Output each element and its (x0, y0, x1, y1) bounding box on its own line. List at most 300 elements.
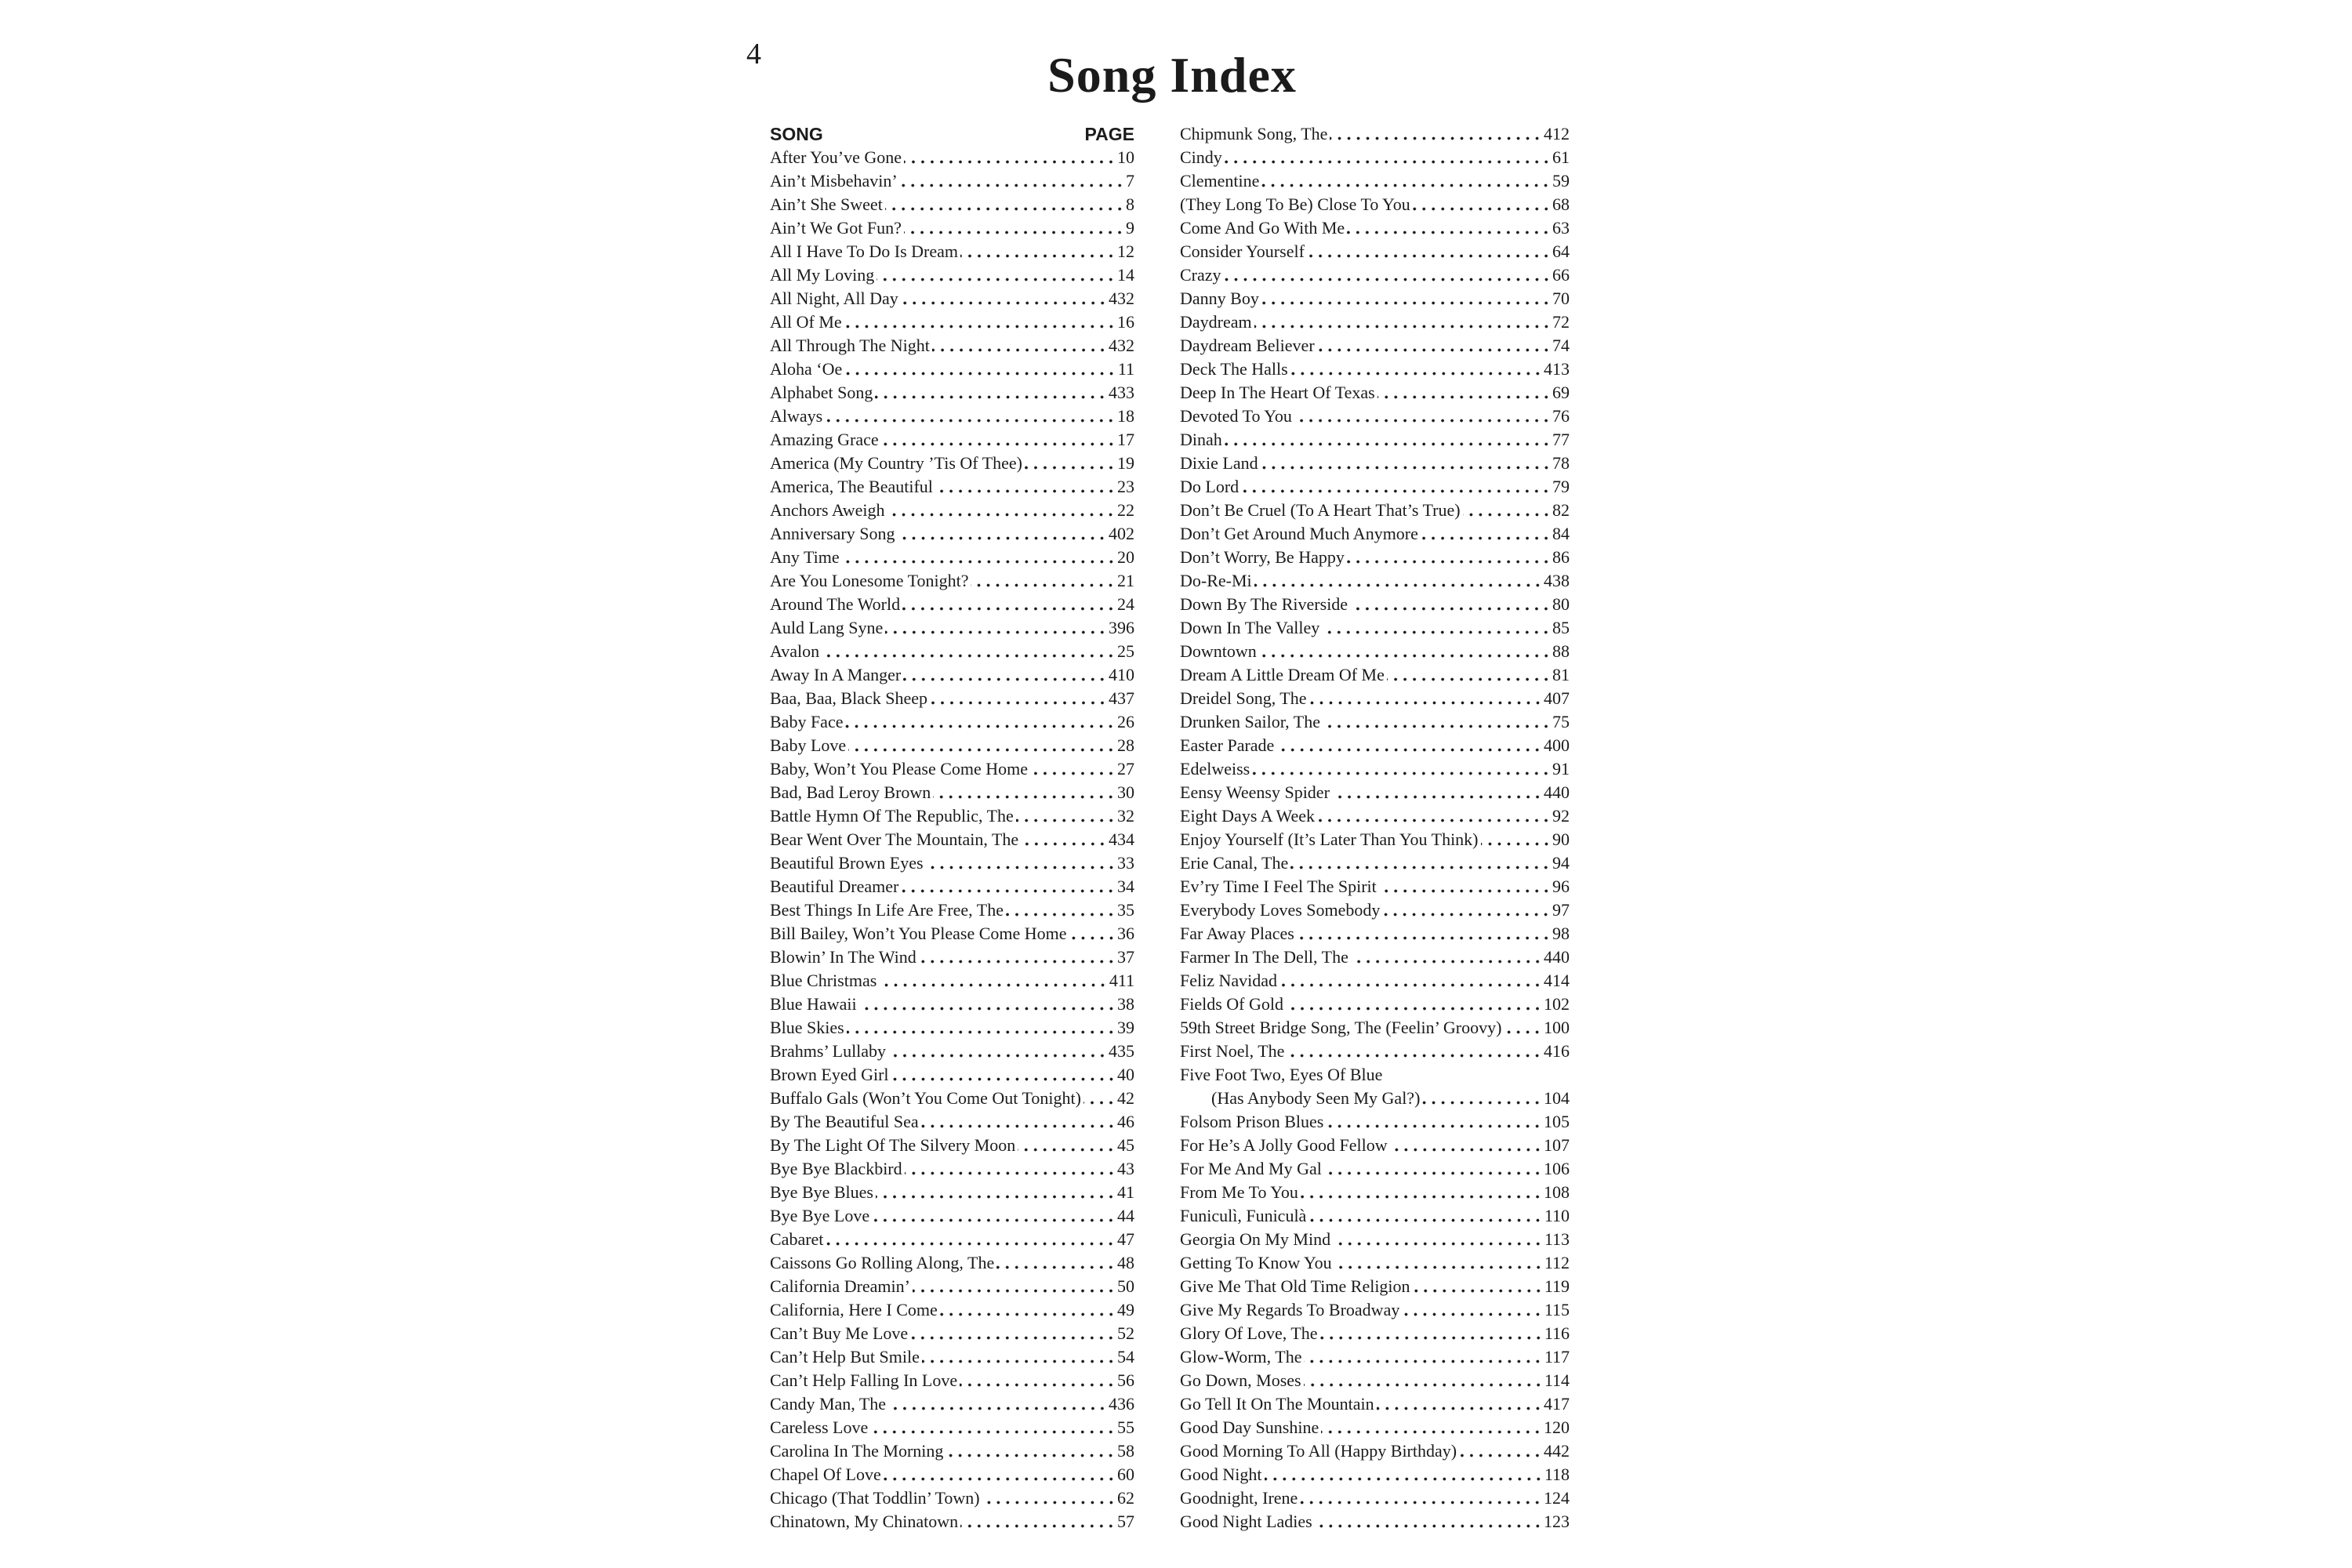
page-ref: 90 (1552, 829, 1570, 849)
index-entry (1180, 547, 1570, 571)
index-entry (770, 265, 1134, 289)
index-entry (1180, 1253, 1570, 1276)
dot-leader (848, 748, 1116, 752)
page-ref: 36 (1117, 924, 1134, 943)
index-entry (770, 1112, 1134, 1135)
page-ref: 19 (1117, 453, 1134, 473)
index-entry (770, 453, 1134, 477)
index-entry (770, 641, 1134, 665)
page-ref: 23 (1117, 477, 1134, 496)
index-entry (1180, 924, 1570, 947)
song-title: Blue Hawaii (770, 994, 857, 1014)
page-ref: 115 (1544, 1300, 1570, 1319)
index-entry (770, 971, 1134, 994)
index-column-right (1180, 124, 1570, 1535)
index-entry (1180, 1370, 1570, 1394)
column-header-row (770, 124, 1134, 147)
dot-leader (825, 419, 1116, 423)
dot-leader (1025, 466, 1116, 470)
page-ref: 107 (1544, 1135, 1570, 1155)
page-ref: 26 (1117, 712, 1134, 731)
dot-leader (933, 795, 1116, 799)
dot-leader (1069, 936, 1116, 940)
page-ref: 32 (1117, 806, 1134, 826)
index-entry (770, 289, 1134, 312)
dot-leader (1254, 325, 1551, 328)
index-entry (770, 735, 1134, 759)
song-title: Caissons Go Rolling Along, The (770, 1253, 995, 1272)
page-ref: 61 (1552, 147, 1570, 167)
index-entry (770, 147, 1134, 171)
dot-leader (1459, 1454, 1542, 1457)
index-entry (770, 383, 1134, 406)
index-entry (770, 241, 1134, 265)
song-title: Bad, Bad Leroy Brown (770, 782, 931, 802)
page-ref: 120 (1544, 1417, 1570, 1437)
dot-leader (1504, 1030, 1542, 1034)
index-entry (1180, 735, 1570, 759)
song-title: Down In The Valley (1180, 618, 1320, 637)
page-ref: 85 (1552, 618, 1570, 637)
dot-leader (1307, 254, 1551, 258)
song-title: Folsom Prison Blues (1180, 1112, 1324, 1131)
page-ref: 50 (1117, 1276, 1134, 1296)
page-ref: 116 (1544, 1323, 1570, 1343)
index-entry (1180, 1417, 1570, 1441)
index-entry (770, 1041, 1134, 1065)
dot-leader (1382, 913, 1551, 916)
song-title: Goodnight, Irene (1180, 1488, 1298, 1508)
dot-leader (1225, 442, 1551, 446)
dot-leader (1225, 160, 1551, 164)
index-entry (770, 1206, 1134, 1229)
dot-leader (1326, 1124, 1542, 1128)
dot-leader (1301, 1195, 1542, 1199)
dot-leader (1300, 1501, 1542, 1504)
song-title: Good Night (1180, 1465, 1262, 1484)
page-ref: 433 (1109, 383, 1134, 402)
page-ref: 14 (1117, 265, 1134, 285)
song-title: Down By The Riverside (1180, 594, 1348, 614)
song-title: Cindy (1180, 147, 1222, 167)
song-title: Good Day Sunshine (1180, 1417, 1319, 1437)
dot-leader (1351, 960, 1542, 964)
index-entry (770, 547, 1134, 571)
dot-leader (1287, 1054, 1542, 1058)
song-title: Baby Face (770, 712, 844, 731)
index-entry (1180, 1065, 1570, 1088)
page-ref: 97 (1552, 900, 1570, 920)
page-ref: 412 (1544, 124, 1570, 143)
dot-leader (842, 560, 1116, 564)
page-ref: 28 (1117, 735, 1134, 755)
song-title: Enjoy Yourself (It’s Later Than You Think) (1180, 829, 1479, 849)
index-entry (1180, 829, 1570, 853)
index-entry (770, 524, 1134, 547)
index-entry (770, 1323, 1134, 1347)
song-title: Feliz Navidad (1180, 971, 1278, 990)
song-title: Can’t Help Falling In Love (770, 1370, 958, 1390)
dot-leader (1294, 419, 1551, 423)
page-ref: 91 (1552, 759, 1570, 779)
page-ref: 79 (1552, 477, 1570, 496)
dot-leader (826, 1242, 1116, 1246)
dot-leader (1347, 560, 1551, 564)
dot-leader (1334, 1265, 1543, 1269)
index-entry (770, 1465, 1134, 1488)
page-ref: 118 (1544, 1465, 1570, 1484)
dot-leader (1290, 866, 1551, 869)
index-entry (1180, 1488, 1570, 1512)
page-ref: 102 (1544, 994, 1570, 1014)
page-ref: 40 (1117, 1065, 1134, 1084)
page-ref: 43 (1117, 1159, 1134, 1178)
index-entry (1180, 406, 1570, 430)
song-title: Daydream Believer (1180, 336, 1315, 355)
page-ref: 38 (1117, 994, 1134, 1014)
page-ref: 62 (1117, 1488, 1134, 1508)
page-ref: 44 (1117, 1206, 1134, 1225)
index-entry (770, 218, 1134, 241)
song-title: For Me And My Gal (1180, 1159, 1322, 1178)
dot-leader (1463, 513, 1551, 517)
song-title: Don’t Get Around Much Anymore (1180, 524, 1418, 543)
dot-leader (1261, 301, 1551, 305)
song-title: Daydream (1180, 312, 1252, 332)
index-entry (770, 477, 1134, 500)
page-ref: 434 (1109, 829, 1134, 849)
dot-leader (932, 348, 1107, 352)
song-title: Five Foot Two, Eyes Of Blue (1180, 1065, 1383, 1084)
index-entry (770, 688, 1134, 712)
song-title: Away In A Manger (770, 665, 902, 684)
page-ref: 63 (1552, 218, 1570, 238)
index-entry (1180, 641, 1570, 665)
dot-leader (921, 1124, 1116, 1128)
page-ref: 30 (1117, 782, 1134, 802)
dot-leader (879, 983, 1108, 987)
index-entry (770, 1182, 1134, 1206)
page-ref: 114 (1544, 1370, 1570, 1390)
page-ref: 98 (1552, 924, 1570, 943)
song-title: Buffalo Gals (Won’t You Come Out Tonight) (770, 1088, 1081, 1108)
song-title: Erie Canal, The (1180, 853, 1289, 873)
index-column-left (770, 124, 1134, 1535)
index-entry (770, 430, 1134, 453)
dot-leader (1390, 1148, 1542, 1152)
folio-page-number: 4 (746, 38, 761, 71)
index-entry (770, 853, 1134, 877)
dot-leader (1379, 889, 1551, 893)
song-title: Around The World (770, 594, 901, 614)
song-title: Give Me That Old Time Religion (1180, 1276, 1410, 1296)
dot-leader (1261, 466, 1551, 470)
page-ref: 8 (1126, 194, 1134, 214)
index-entry (1180, 171, 1570, 194)
song-title: Ain’t She Sweet (770, 194, 883, 214)
song-title: Chapel Of Love (770, 1465, 881, 1484)
page-ref: 84 (1552, 524, 1570, 543)
page-ref: 440 (1544, 947, 1570, 967)
song-title: Carolina In The Morning (770, 1441, 944, 1461)
index-entry (1180, 1182, 1570, 1206)
page-ref: 113 (1544, 1229, 1570, 1249)
page-ref: 66 (1552, 265, 1570, 285)
song-title: Beautiful Dreamer (770, 877, 899, 896)
dot-leader (881, 442, 1116, 446)
page-ref: 94 (1552, 853, 1570, 873)
dot-leader (1241, 489, 1551, 493)
index-entry (1180, 947, 1570, 971)
dot-leader (1309, 701, 1542, 705)
index-entry (1180, 712, 1570, 735)
dot-leader (877, 278, 1116, 281)
song-title: Careless Love (770, 1417, 869, 1437)
song-title: Georgia On My Mind (1180, 1229, 1331, 1249)
dot-leader (872, 1218, 1116, 1222)
song-title: Brahms’ Lullaby (770, 1041, 887, 1061)
song-title: By The Beautiful Sea (770, 1112, 919, 1131)
song-title: All Of Me (770, 312, 842, 332)
index-entry (1180, 688, 1570, 712)
song-title: Always (770, 406, 823, 426)
song-title: Good Night Ladies (1180, 1512, 1312, 1531)
index-entry (770, 594, 1134, 618)
page-ref: 10 (1117, 147, 1134, 167)
song-title: Easter Parade (1180, 735, 1275, 755)
dot-leader (1421, 536, 1551, 540)
song-title: Are You Lonesome Tonight? (770, 571, 969, 590)
index-entry (1180, 453, 1570, 477)
page-ref: 16 (1117, 312, 1134, 332)
dot-leader (1252, 771, 1551, 775)
song-title: First Noel, The (1180, 1041, 1285, 1061)
page-ref: 12 (1117, 241, 1134, 261)
dot-leader (1286, 1007, 1542, 1011)
song-title: Don’t Worry, Be Happy (1180, 547, 1345, 567)
page-ref: 119 (1544, 1276, 1570, 1296)
song-title: Dreidel Song, The (1180, 688, 1307, 708)
page-ref: 110 (1544, 1206, 1570, 1225)
song-title: Eight Days A Week (1180, 806, 1315, 826)
index-entry (1180, 1441, 1570, 1465)
index-entry (1180, 759, 1570, 782)
index-entry (1180, 477, 1570, 500)
page-ref: 57 (1117, 1512, 1134, 1531)
song-title: Amazing Grace (770, 430, 879, 449)
song-title: For He’s A Jolly Good Fellow (1180, 1135, 1388, 1155)
index-entry (1180, 806, 1570, 829)
dot-leader (960, 1524, 1116, 1528)
dot-leader (1481, 842, 1551, 846)
page-ref: 436 (1109, 1394, 1134, 1414)
index-entry (1180, 336, 1570, 359)
song-title: Bye Bye Blackbird (770, 1159, 902, 1178)
page-ref: 33 (1117, 853, 1134, 873)
index-entry (1180, 265, 1570, 289)
song-title: Chinatown, My Chinatown (770, 1512, 959, 1531)
page-ref: 18 (1117, 406, 1134, 426)
page-ref: 438 (1544, 571, 1570, 590)
song-title: Bill Bailey, Won’t You Please Come Home (770, 924, 1067, 943)
index-entry (1180, 618, 1570, 641)
dot-leader (996, 1265, 1116, 1269)
index-entry (1180, 571, 1570, 594)
song-title: Beautiful Brown Eyes (770, 853, 924, 873)
dot-leader (901, 889, 1116, 893)
dot-leader (888, 1406, 1107, 1410)
index-entry (1180, 194, 1570, 218)
song-title: America, The Beautiful (770, 477, 933, 496)
dot-leader (904, 160, 1116, 164)
page-ref: 80 (1552, 594, 1570, 614)
page-ref: 75 (1552, 712, 1570, 731)
dot-leader (1324, 1171, 1542, 1175)
index-entry (770, 1229, 1134, 1253)
song-title: (They Long To Be) Close To You (1180, 194, 1410, 214)
page-ref: 72 (1552, 312, 1570, 332)
index-entry (1180, 782, 1570, 806)
song-title: Everybody Loves Somebody (1180, 900, 1381, 920)
page-ref: 396 (1109, 618, 1134, 637)
song-title: Bear Went Over The Mountain, The (770, 829, 1019, 849)
dot-leader (1387, 677, 1551, 681)
song-title: Baa, Baa, Black Sheep (770, 688, 927, 708)
index-entry (1180, 1206, 1570, 1229)
page-ref: 48 (1117, 1253, 1134, 1272)
song-title: Don’t Be Cruel (To A Heart That’s True) (1180, 500, 1461, 520)
page-ref: 76 (1552, 406, 1570, 426)
index-entry (1180, 1112, 1570, 1135)
dot-leader (844, 372, 1116, 376)
index-entry (770, 806, 1134, 829)
dot-leader (910, 1336, 1116, 1340)
index-entry (1180, 312, 1570, 336)
page-ref: 88 (1552, 641, 1570, 661)
page-ref: 124 (1544, 1488, 1570, 1508)
index-entry (770, 712, 1134, 735)
index-entry (770, 1135, 1134, 1159)
dot-leader (1224, 278, 1551, 281)
song-title: Drunken Sailor, The (1180, 712, 1320, 731)
index-entry (770, 829, 1134, 853)
dot-leader (822, 654, 1116, 658)
song-title: All Through The Night (770, 336, 930, 355)
page-ref: 64 (1552, 241, 1570, 261)
page-ref: 435 (1109, 1041, 1134, 1061)
page-ref: 39 (1117, 1018, 1134, 1037)
song-title: Chicago (That Toddlin’ Town) (770, 1488, 980, 1508)
dot-leader (1323, 724, 1551, 728)
page-ref: 22 (1117, 500, 1134, 520)
index-entry (1180, 147, 1570, 171)
index-entry (770, 1088, 1134, 1112)
index-entry (1180, 1229, 1570, 1253)
dot-leader (1333, 1242, 1543, 1246)
song-title: Do Lord (1180, 477, 1240, 496)
index-entry (1180, 218, 1570, 241)
dot-leader (930, 701, 1107, 705)
index-entry (770, 1417, 1134, 1441)
song-title: By The Light Of The Silvery Moon (770, 1135, 1016, 1155)
song-title: Go Tell It On The Mountain (1180, 1394, 1374, 1414)
index-entry (1180, 1041, 1570, 1065)
index-entry (770, 1065, 1134, 1088)
page-ref: 55 (1117, 1417, 1134, 1437)
song-title: America (My Country ’Tis Of Thee) (770, 453, 1023, 473)
index-entry (1180, 877, 1570, 900)
page-ref: 413 (1544, 359, 1570, 379)
dot-leader (888, 1054, 1107, 1058)
page-ref: 407 (1544, 688, 1570, 708)
song-title: Baby Love (770, 735, 847, 755)
dot-leader (1030, 771, 1116, 775)
page-ref: 112 (1544, 1253, 1570, 1272)
dot-leader (1279, 983, 1542, 987)
song-title: Farmer In The Dell, The (1180, 947, 1348, 967)
dot-leader (940, 1312, 1116, 1316)
song-title: Consider Yourself (1180, 241, 1305, 261)
song-title: Deck The Halls (1180, 359, 1288, 379)
index-entry (1180, 1465, 1570, 1488)
dot-leader (884, 1477, 1116, 1481)
dot-leader (891, 1077, 1116, 1081)
dot-leader (1265, 1477, 1543, 1481)
index-entry (1180, 1276, 1570, 1300)
song-title: Dixie Land (1180, 453, 1258, 473)
song-title: All My Loving (770, 265, 875, 285)
dot-leader (902, 607, 1116, 611)
index-entry (770, 500, 1134, 524)
dot-leader (845, 724, 1116, 728)
song-title: Blue Skies (770, 1018, 844, 1037)
page-ref: 108 (1544, 1182, 1570, 1202)
page-ref: 402 (1109, 524, 1134, 543)
page-ref: 47 (1117, 1229, 1134, 1249)
dot-leader (1315, 1524, 1542, 1528)
index-entry (770, 1394, 1134, 1417)
page-ref: 92 (1552, 806, 1570, 826)
dot-leader (885, 630, 1107, 634)
dot-leader (1304, 1359, 1542, 1363)
song-title: Can’t Help But Smile (770, 1347, 920, 1367)
index-entry (1180, 665, 1570, 688)
index-entry (770, 782, 1134, 806)
page-ref: 69 (1552, 383, 1570, 402)
song-title: Brown Eyed Girl (770, 1065, 889, 1084)
song-title: After You’ve Gone (770, 147, 902, 167)
dot-leader (1308, 1218, 1542, 1222)
index-entry (770, 1512, 1134, 1535)
index-entry (1180, 1159, 1570, 1182)
dot-leader (1254, 583, 1542, 587)
song-title: 59th Street Bridge Song, The (Feelin’ Groovy) (1180, 1018, 1502, 1037)
index-entry (770, 618, 1134, 641)
index-entry (770, 194, 1134, 218)
dot-leader (1320, 1336, 1543, 1340)
dot-leader (875, 395, 1107, 399)
page-ref: 117 (1544, 1347, 1570, 1367)
index-entry (1180, 1512, 1570, 1535)
dot-leader (904, 230, 1124, 234)
dot-leader (1377, 1406, 1542, 1410)
song-title: Give My Regards To Broadway (1180, 1300, 1400, 1319)
song-title: Anniversary Song (770, 524, 895, 543)
index-entry (770, 1276, 1134, 1300)
song-title: Ain’t We Got Fun? (770, 218, 902, 238)
index-entry (770, 1488, 1134, 1512)
index-entry (1180, 241, 1570, 265)
